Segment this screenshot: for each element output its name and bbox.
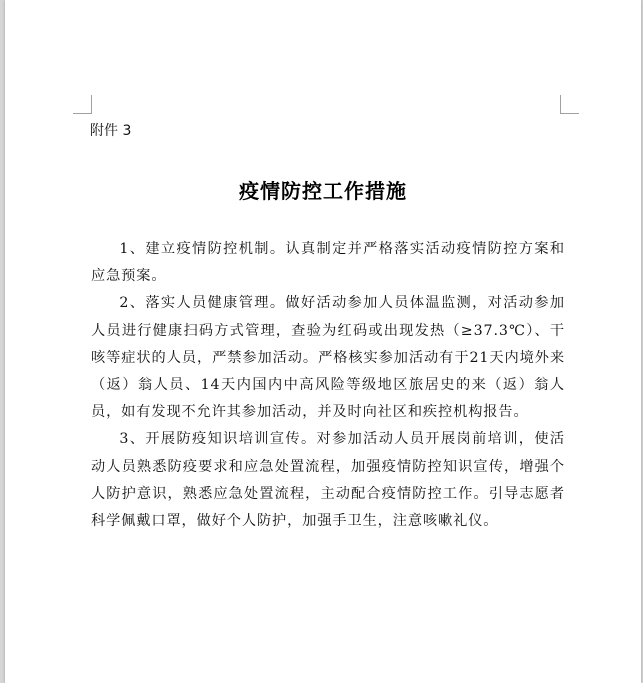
top-right-margin-marker xyxy=(560,95,579,114)
paragraph-1: 1、建立疫情防控机制。认真制定并严格落实活动疫情防控方案和应急预案。 xyxy=(91,241,565,285)
paragraph-3: 3、开展防疫知识培训宣传。对参加活动人员开展岗前培训，使活动人员熟悉防疫要求和应急处置流程，加强疫情防控知识宣传，增强个人防护意识，熟悉应急处置流程，主动配合疫情防控工作。引导志愿者科学佩戴口罩，做好个人防护，加强手卫生，注意咳嗽礼仪。 xyxy=(91,431,565,530)
attachment-label: 附件 3 xyxy=(90,123,132,139)
top-left-margin-marker xyxy=(73,95,92,114)
document-page xyxy=(5,0,641,683)
document-title: 疫情防控工作措施 xyxy=(239,179,407,203)
document-body xyxy=(91,236,565,535)
paragraph-2: 2、落实人员健康管理。做好活动参加人员体温监测，对活动参加人员进行健康扫码方式管理，查验为红码或出现发热（≥37.3℃）、干咳等症状的人员，严禁参加活动。严格核实参加活动有于21天内境外来（返）翁人员、14天内国内中高风险等级地区旅居史的来（返）翁人员，如有发现不允许其参加活动，并及时向社区和疾控机构报告。 xyxy=(91,295,565,421)
